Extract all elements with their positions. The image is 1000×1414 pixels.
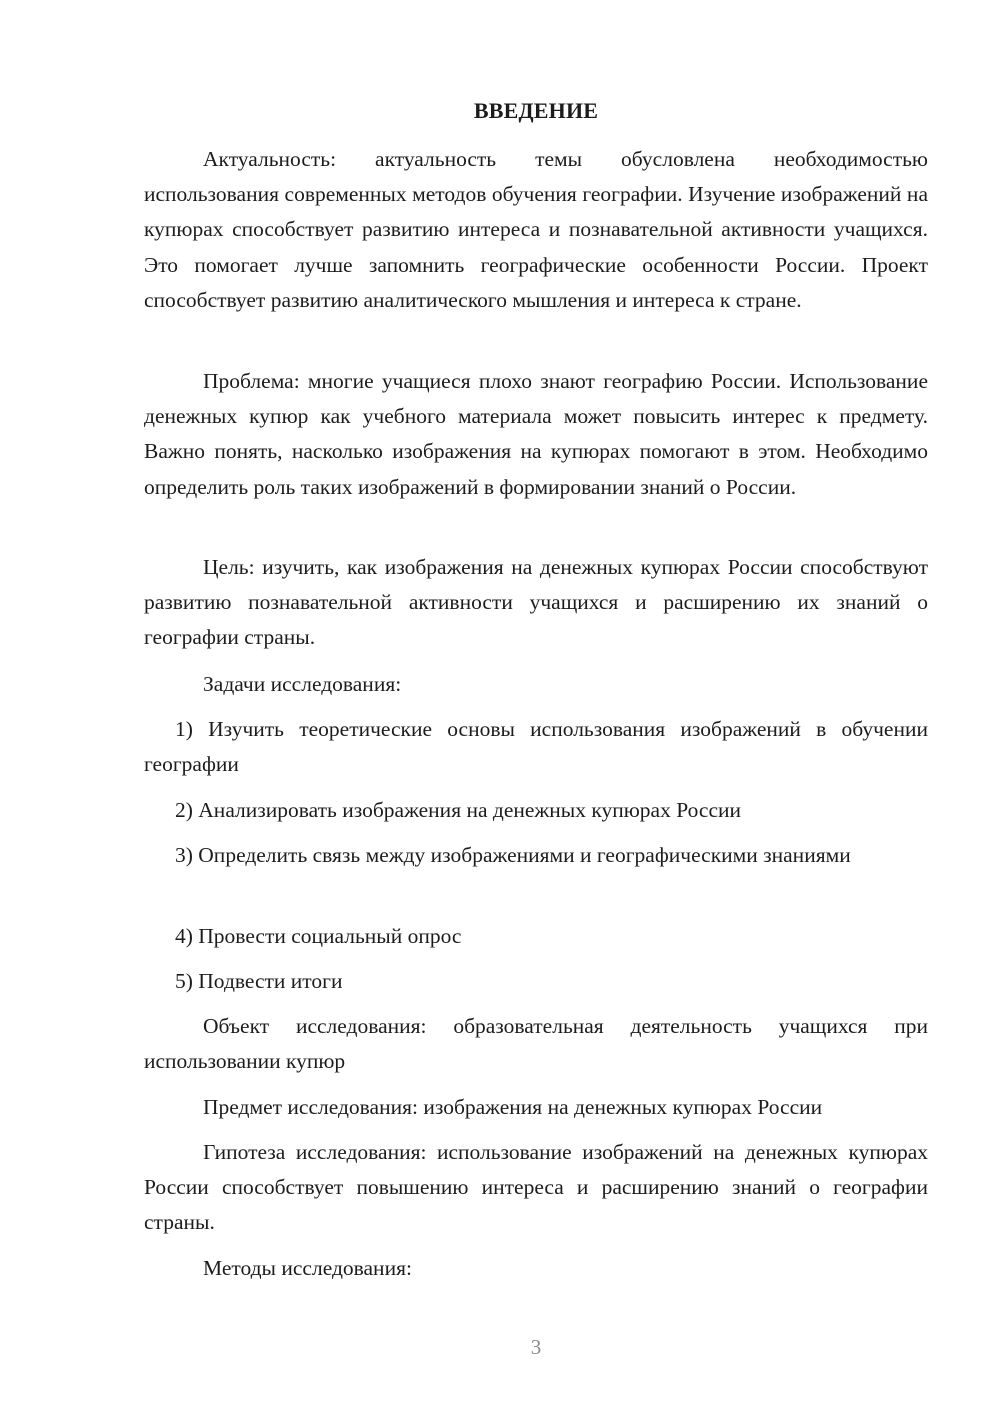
tasks-heading: Задачи исследования: [203, 672, 402, 696]
document-page [144, 0, 928, 1414]
task-item: 1) Изучить теоретические основы использования изображений в обучении географии [144, 717, 928, 777]
task-item-5-block [144, 964, 928, 999]
subject-paragraph: Предмет исследования: изображения на денежных купюрах России [203, 1095, 823, 1119]
hypothesis-paragraph-block [144, 1135, 928, 1241]
goal-paragraph: Цель: изучить, как изображения на денежных купюрах России способствуют развитию познавательной активности учащихся и расширению их знаний о географии страны. [144, 555, 928, 650]
problem-paragraph-block [144, 364, 928, 505]
task-item: 4) Провести социальный опрос [175, 924, 462, 948]
task-item-4-block [144, 919, 928, 954]
object-paragraph: Объект исследования: образовательная деятельность учащихся при использовании купюр [144, 1014, 928, 1074]
methods-heading: Методы исследования: [203, 1256, 412, 1280]
tasks-heading-block [144, 667, 928, 702]
page-number: 3 [530, 1335, 542, 1359]
methods-heading-block [144, 1251, 928, 1286]
task-item: 5) Подвести итоги [175, 969, 343, 993]
goal-paragraph-block [144, 550, 928, 656]
object-paragraph-block [144, 1009, 928, 1079]
task-item-1-block [144, 712, 928, 782]
task-item-3-block [144, 838, 928, 873]
relevance-paragraph: Актуальность: актуальность темы обусловлена необходимостью использования современных методов обучения географии. Изучение изображений на купюрах способствует развитию интереса и познавательной активности учащихся. Это помогает лучше запомнить географические особенности России. Проект способствует развитию аналитического мышления и интереса к стране. [144, 147, 928, 312]
section-title: ВВЕДЕНИЕ [473, 98, 599, 123]
task-item-2-block [144, 793, 928, 828]
subject-paragraph-block [144, 1090, 928, 1125]
problem-paragraph: Проблема: многие учащиеся плохо знают географию России. Использование денежных купюр как учебного материала может повысить интерес к предмету. Важно понять, насколько изображения на купюрах помогают в этом. Необходимо определить роль таких изображений в формировании знаний о России. [144, 369, 928, 499]
task-item: 2) Анализировать изображения на денежных купюрах России [175, 798, 742, 822]
hypothesis-paragraph: Гипотеза исследования: использование изображений на денежных купюрах России способствует повышению интереса и расширению знаний о географии страны. [144, 1140, 928, 1235]
relevance-paragraph-block [144, 142, 928, 318]
task-item: 3) Определить связь между изображениями и географическими знаниями [175, 843, 851, 867]
